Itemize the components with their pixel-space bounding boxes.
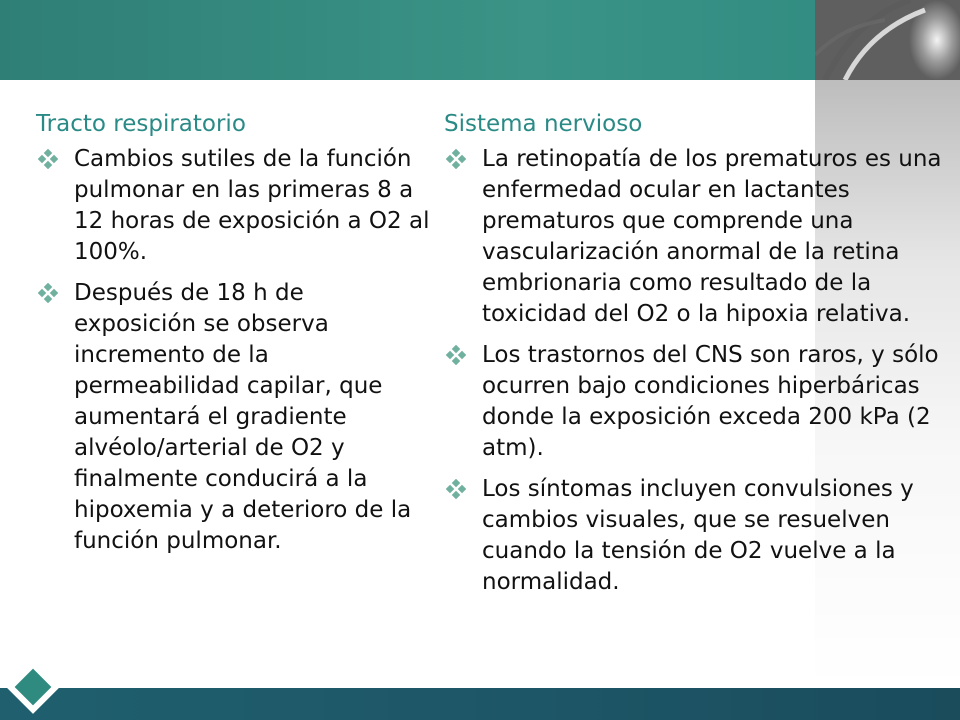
list-item — [36, 144, 431, 268]
left-column-title: Tracto respiratorio — [36, 111, 246, 137]
four-diamond-bullet-icon — [38, 149, 58, 169]
bullet-text: La retinopatía de los prematuros es una enfermedad ocular en lactantes prematuros que comprende una vascularización anormal de la retina embrionaria como resultado de la toxicidad del O2 o la hipoxia relativa. — [482, 146, 942, 327]
four-diamond-bullet-icon — [446, 149, 466, 169]
list-item — [36, 278, 431, 557]
bullet-text: Los síntomas incluyen convulsiones y cambios visuales, que se resuelven cuando la tensión de O2 vuelve a la normalidad. — [482, 476, 914, 595]
list-item — [444, 474, 944, 598]
right-column — [444, 108, 944, 608]
list-item — [444, 340, 944, 464]
corner-decoration-image — [815, 0, 960, 80]
bullet-text: Después de 18 h de exposición se observa incremento de la permeabilidad capilar, que aumentará el gradiente alvéolo/arterial de O2 y finalmente conducirá a la hipoxemia y a deterioro de la función pulmonar. — [74, 280, 412, 554]
list-item — [444, 144, 944, 330]
bullet-text: Los trastornos del CNS son raros, y sólo ocurren bajo condiciones hiperbáricas donde la exposición exceda 200 kPa (2 atm). — [482, 342, 939, 461]
left-column — [36, 108, 431, 567]
right-column-title: Sistema nervioso — [444, 111, 643, 137]
right-bullet-list — [444, 144, 944, 598]
footer-bar — [0, 688, 960, 720]
four-diamond-bullet-icon — [446, 345, 466, 365]
bullet-text: Cambios sutiles de la función pulmonar en las primeras 8 a 12 horas de exposición a O2 al 100%. — [74, 146, 430, 265]
left-bullet-list — [36, 144, 431, 557]
four-diamond-bullet-icon — [446, 479, 466, 499]
four-diamond-bullet-icon — [38, 283, 58, 303]
